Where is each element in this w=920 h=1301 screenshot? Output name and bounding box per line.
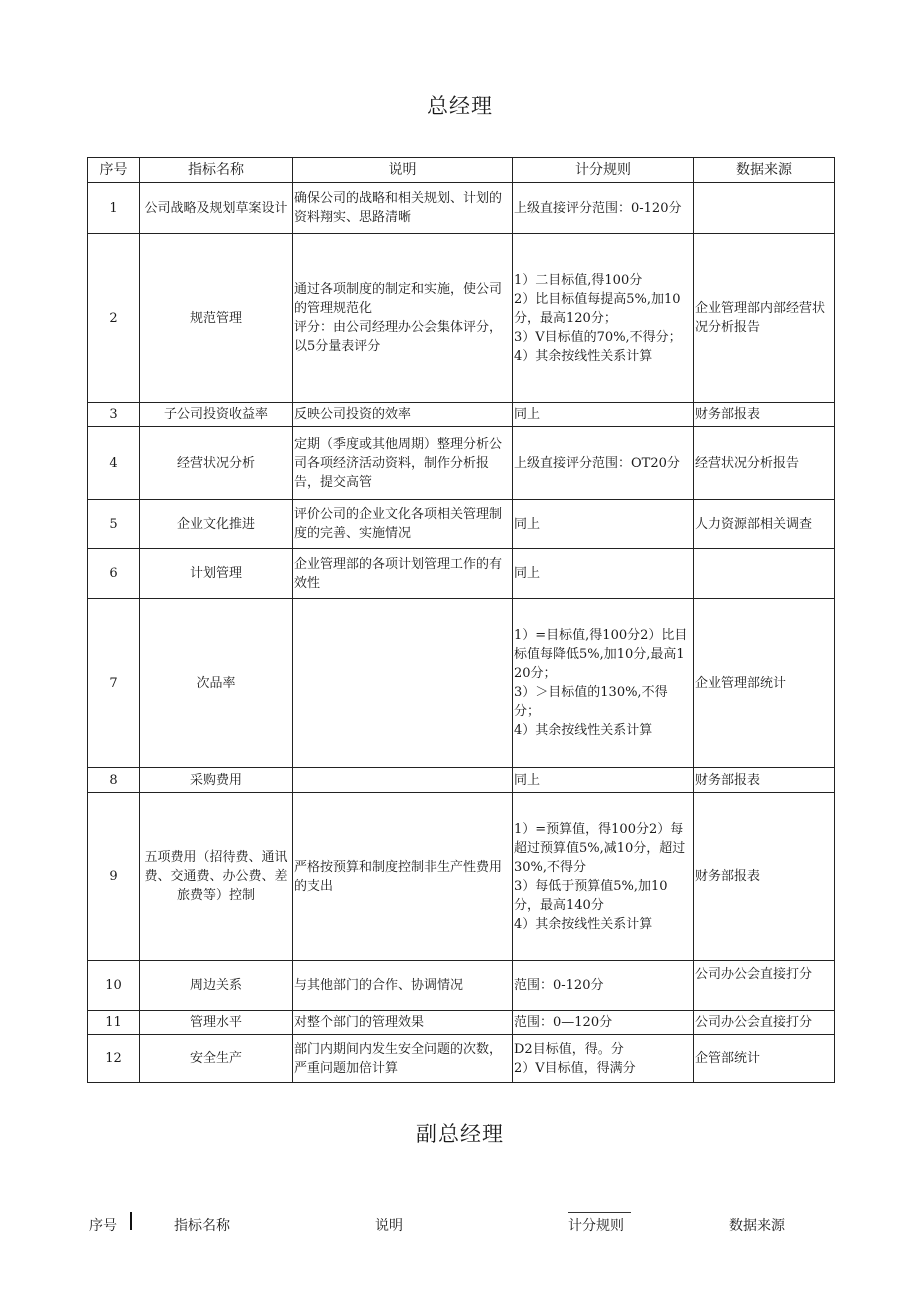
row-index: 1 [88,183,140,234]
row-scoring-rule: 范围：0-120分 [513,961,694,1011]
row-description: 确保公司的战略和相关规划、计划的资料翔实、思路清晰 [293,183,513,234]
row-index: 10 [88,961,140,1011]
row-data-source: 企管部统计 [694,1035,835,1083]
row-description [293,599,513,768]
header2-scoring-rule: 计分规则 [568,1218,624,1234]
row-index: 8 [88,768,140,793]
row-description: 与其他部门的合作、协调情况 [293,961,513,1011]
row-data-source: 企业管理部统计 [694,599,835,768]
row-index: 5 [88,500,140,549]
row-scoring-rule: 范围：0—120分 [513,1011,694,1035]
section-title-general-manager: 总经理 [427,94,493,118]
table-row [88,599,835,768]
header-scoring-rule: 计分规则 [513,158,694,183]
header-indicator-name: 指标名称 [140,158,293,183]
row-scoring-rule: D2目标值，得。分 2）V目标值，得满分 [513,1035,694,1083]
row-data-source [694,549,835,599]
row-description: 定期（季度或其他周期）整理分析公司各项经济活动资料，制作分析报告，提交高管 [293,427,513,500]
table-row [88,549,835,599]
section-title-vice-general-manager: 副总经理 [416,1122,504,1146]
header2-divider [130,1212,132,1230]
row-index: 6 [88,549,140,599]
header2-data-source: 数据来源 [729,1218,785,1234]
row-scoring-rule: 同上 [513,500,694,549]
row-index: 7 [88,599,140,768]
table-row [88,183,835,234]
row-indicator-name: 规范管理 [140,234,293,403]
table-row [88,403,835,427]
row-index: 3 [88,403,140,427]
row-index: 2 [88,234,140,403]
row-indicator-name: 子公司投资收益率 [140,403,293,427]
row-indicator-name: 次品率 [140,599,293,768]
table-row [88,234,835,403]
header2-rule-overline [568,1212,631,1213]
row-indicator-name: 周边关系 [140,961,293,1011]
row-description [293,768,513,793]
row-indicator-name: 管理水平 [140,1011,293,1035]
row-indicator-name: 经营状况分析 [140,427,293,500]
header2-indicator-name: 指标名称 [174,1218,230,1234]
row-indicator-name: 采购费用 [140,768,293,793]
table-row [88,427,835,500]
table-row [88,1011,835,1035]
header-description: 说明 [293,158,513,183]
header-index: 序号 [88,158,140,183]
header2-index: 序号 [89,1218,117,1234]
row-scoring-rule: 同上 [513,768,694,793]
row-scoring-rule: 1）二目标值,得100分 2）比目标值每提高5%,加10分，最高120分； 3）V目标值的70%,不得分； 4）其余按线性关系计算 [513,234,694,403]
row-description: 通过各项制度的制定和实施，使公司的管理规范化 评分：由公司经理办公会集体评分，以5分量表评分 [293,234,513,403]
row-data-source: 财务部报表 [694,793,835,961]
row-scoring-rule: 上级直接评分范围：0-120分 [513,183,694,234]
row-description: 部门内期间内发生安全问题的次数，严重问题加倍计算 [293,1035,513,1083]
row-data-source: 财务部报表 [694,403,835,427]
row-scoring-rule: 1）=预算值，得100分2）每超过预算值5%,减10分，超过30%,不得分 3）每低于预算值5%,加10分，最高140分 4）其余按线性关系计算 [513,793,694,961]
row-scoring-rule: 上级直接评分范围：OT20分 [513,427,694,500]
row-index: 9 [88,793,140,961]
row-scoring-rule: 同上 [513,403,694,427]
row-description: 反映公司投资的效率 [293,403,513,427]
table-row [88,1035,835,1083]
row-indicator-name: 五项费用（招待费、通讯费、交通费、办公费、差旅费等）控制 [140,793,293,961]
row-data-source: 公司办公会直接打分 [694,1011,835,1035]
row-description: 评价公司的企业文化各项相关管理制度的完善、实施情况 [293,500,513,549]
row-index: 4 [88,427,140,500]
row-indicator-name: 安全生产 [140,1035,293,1083]
header2-description: 说明 [375,1218,403,1234]
row-data-source: 企业管理部内部经营状况分析报告 [694,234,835,403]
table-row [88,793,835,961]
kpi-table-general-manager [87,157,835,1083]
table-row [88,961,835,1011]
row-data-source: 经营状况分析报告 [694,427,835,500]
row-description: 企业管理部的各项计划管理工作的有效性 [293,549,513,599]
table-header-row [88,158,835,183]
header-data-source: 数据来源 [694,158,835,183]
row-description: 严格按预算和制度控制非生产性费用的支出 [293,793,513,961]
row-index: 11 [88,1011,140,1035]
row-description: 对整个部门的管理效果 [293,1011,513,1035]
table-row [88,500,835,549]
table-row [88,768,835,793]
row-data-source: 财务部报表 [694,768,835,793]
row-data-source: 人力资源部相关调查 [694,500,835,549]
row-data-source [694,183,835,234]
row-scoring-rule: 同上 [513,549,694,599]
row-index: 12 [88,1035,140,1083]
row-indicator-name: 企业文化推进 [140,500,293,549]
row-indicator-name: 公司战略及规划草案设计 [140,183,293,234]
row-scoring-rule: 1）=目标值,得100分2）比目标值每降低5%,加10分,最高120分； 3）＞目标值的130%,不得分； 4）其余按线性关系计算 [513,599,694,768]
row-data-source: 公司办公会直接打分 [694,961,835,1011]
row-indicator-name: 计划管理 [140,549,293,599]
